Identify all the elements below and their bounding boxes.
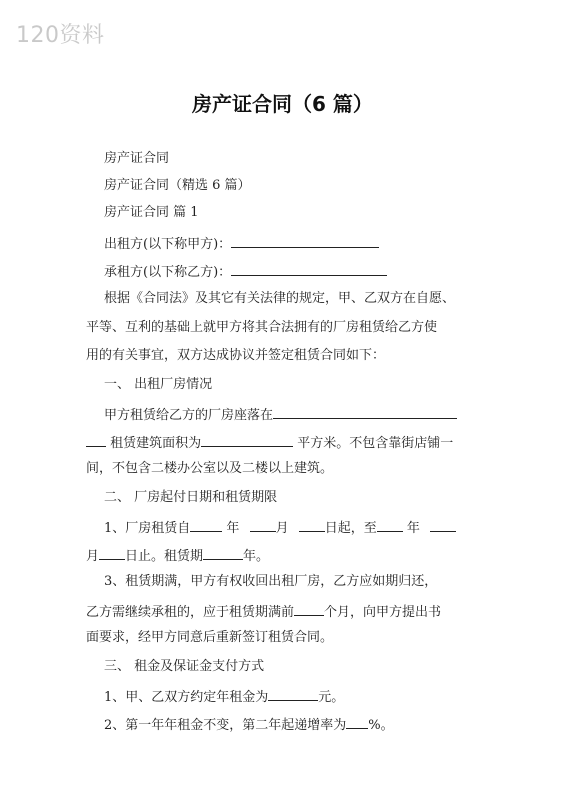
percent-suffix: %。 — [368, 718, 394, 733]
area-label: 租赁建筑面积为 — [110, 436, 202, 451]
location-label: 甲方租赁给乙方的厂房座落在 — [104, 408, 274, 423]
increase-rate-blank[interactable] — [346, 714, 368, 729]
month-label: 月 — [86, 549, 100, 564]
paragraph-line: 面要求，经甲方同意后重新签订租赁合同。 — [86, 630, 334, 645]
section-heading: 一、 出租厂房情况 — [104, 377, 213, 392]
location-blank-cont[interactable] — [86, 432, 106, 447]
renewal-suffix: 个月，向甲方提出书 — [324, 605, 442, 620]
paragraph-line — [86, 432, 453, 453]
paragraph-line — [86, 545, 269, 566]
section-heading: 二、 厂房起付日期和租赁期限 — [104, 490, 278, 505]
annual-rent-label: 1、甲、乙双方约定年租金为 — [104, 690, 269, 705]
start-month-blank[interactable] — [250, 517, 276, 532]
lessor-label: 出租方(以下称甲方)： — [104, 237, 232, 252]
paragraph-line — [104, 404, 457, 425]
area-blank[interactable] — [201, 432, 293, 447]
year-suffix: 年。 — [243, 549, 270, 564]
lease-start-label: 1、厂房租赁自 — [104, 521, 191, 536]
start-year-blank[interactable] — [190, 517, 222, 532]
end-day-blank[interactable] — [99, 545, 125, 560]
increase-rate-label: 2、第一年年租金不变，第二年起递增率为 — [104, 718, 347, 733]
section-heading: 三、 租金及保证金支付方式 — [104, 659, 265, 674]
year-label: 年 — [226, 521, 240, 536]
watermark: 120资料 — [16, 23, 105, 48]
lessee-blank[interactable] — [231, 261, 387, 276]
yuan-suffix: 元。 — [318, 690, 345, 705]
lease-term-label: 日止。租赁期 — [125, 549, 204, 564]
location-blank[interactable] — [273, 404, 457, 419]
lessor-line — [104, 233, 379, 254]
renewal-label: 乙方需继续承租的，应于租赁期满前 — [86, 605, 295, 620]
paragraph-line — [104, 714, 394, 735]
paragraph-line — [104, 517, 456, 538]
paragraph-line: 3、租赁期满，甲方有权收回出租厂房，乙方应如期归还， — [104, 574, 438, 589]
area-suffix: 平方米。不包含靠街店铺一 — [297, 436, 454, 451]
lessor-blank[interactable] — [231, 233, 379, 248]
month-label: 月 — [275, 521, 289, 536]
text-line: 房产证合同 篇 1 — [104, 205, 199, 220]
start-day-blank[interactable] — [299, 517, 325, 532]
lessee-line — [104, 261, 387, 282]
lease-term-blank[interactable] — [203, 545, 243, 560]
paragraph-line — [86, 601, 441, 622]
day-from-label: 日起，至 — [324, 521, 377, 536]
year-label: 年 — [406, 521, 420, 536]
paragraph-line: 间，不包含二楼办公室以及二楼以上建筑。 — [86, 461, 334, 476]
annual-rent-blank[interactable] — [268, 686, 318, 701]
renewal-months-blank[interactable] — [294, 601, 324, 616]
text-line: 房产证合同（精选 6 篇） — [104, 178, 251, 193]
end-year-blank[interactable] — [377, 517, 403, 532]
lessee-label: 承租方(以下称乙方)： — [104, 265, 232, 280]
document-title: 房产证合同（6 篇） — [192, 92, 373, 116]
paragraph-line — [104, 686, 344, 707]
end-month-blank[interactable] — [430, 517, 456, 532]
paragraph-line: 平等、互利的基础上就甲方将其合法拥有的厂房租赁给乙方使 — [86, 320, 438, 335]
text-line: 房产证合同 — [104, 151, 170, 166]
paragraph-line: 用的有关事宜，双方达成协议并签定租赁合同如下： — [86, 348, 386, 363]
paragraph-line: 根据《合同法》及其它有关法律的规定，甲、乙双方在自愿、 — [104, 291, 456, 306]
